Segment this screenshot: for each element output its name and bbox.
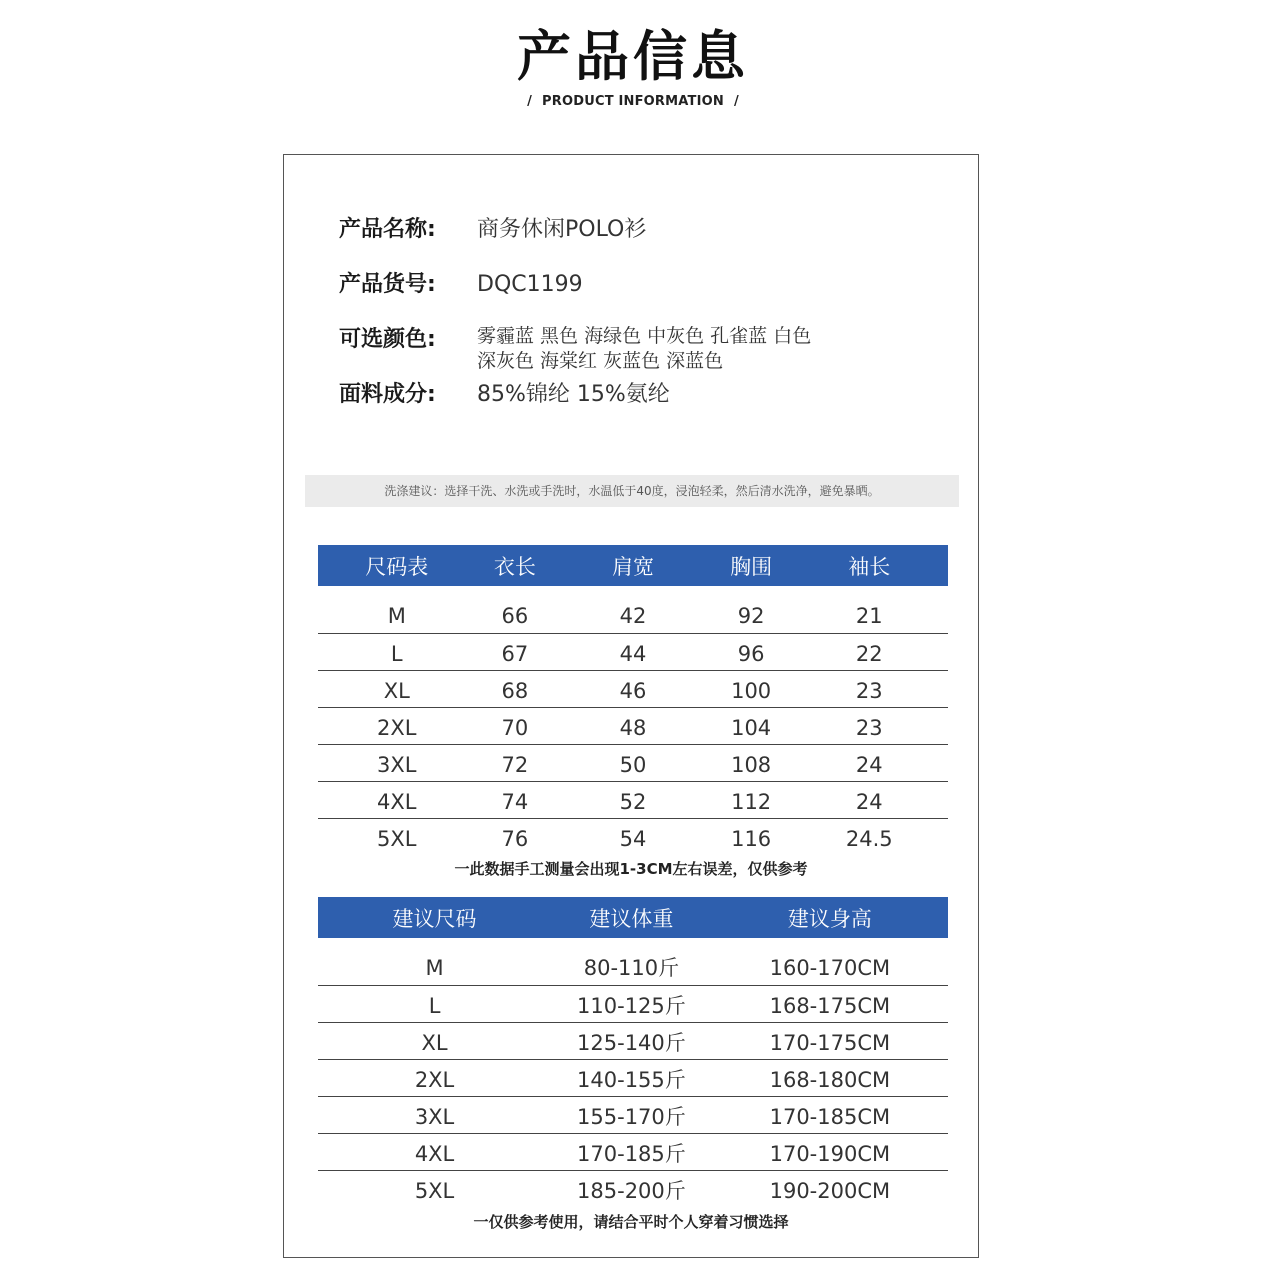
info-label: 产品货号:: [339, 272, 436, 297]
table-cell: 2XL: [377, 716, 417, 740]
header-cell: 胸围: [730, 555, 773, 579]
header-cell: 袖长: [848, 555, 891, 579]
table-cell: 70: [501, 716, 529, 740]
table-cell: 23: [855, 679, 883, 703]
table-row: [318, 1170, 948, 1207]
table-row: [318, 596, 948, 633]
table-row: [318, 707, 948, 744]
table-cell: 170-175CM: [769, 1031, 891, 1055]
table-row: [318, 633, 948, 670]
table-cell: 24: [855, 790, 883, 814]
table-cell: 21: [855, 604, 883, 628]
table-cell: 80-110斤: [583, 956, 680, 980]
subtitle-text: PRODUCT INFORMATION: [542, 94, 724, 109]
table-row: [318, 781, 948, 818]
table-cell: XL: [421, 1031, 448, 1055]
header-cell: 尺码表: [365, 555, 429, 579]
table-cell: 140-155斤: [577, 1068, 686, 1092]
recommend-table-note: 一仅供参考使用，请结合平时个人穿着习惯选择: [473, 1213, 789, 1231]
care-instructions: 洗涤建议：选择干洗、水洗或手洗时，水温低于40度，浸泡轻柔，然后清水洗净，避免暴晒。: [305, 475, 959, 507]
table-cell: 170-190CM: [769, 1142, 891, 1166]
table-cell: 68: [501, 679, 529, 703]
table-cell: M: [425, 956, 444, 980]
info-value-line-2: 深灰色 海棠红 灰蓝色 深蓝色: [477, 350, 724, 372]
table-cell: 168-180CM: [769, 1068, 891, 1092]
table-cell: 52: [619, 790, 647, 814]
table-cell: 2XL: [414, 1068, 455, 1092]
header-cell: 建议体重: [589, 907, 674, 931]
table-cell: M: [387, 604, 406, 628]
recommend-table-header: [318, 897, 948, 938]
table-cell: 116: [731, 827, 772, 851]
header-cell: 建议尺码: [392, 907, 477, 931]
table-cell: 4XL: [414, 1142, 455, 1166]
table-cell: 155-170斤: [577, 1105, 686, 1129]
table-cell: 96: [737, 642, 765, 666]
table-cell: 170-185斤: [577, 1142, 686, 1166]
table-cell: 160-170CM: [769, 956, 891, 980]
table-cell: 50: [619, 753, 647, 777]
table-cell: 110-125斤: [577, 994, 686, 1018]
table-cell: 100: [731, 679, 772, 703]
table-cell: 67: [501, 642, 529, 666]
table-cell: 24: [855, 753, 883, 777]
subtitle-slash-right: /: [733, 94, 739, 109]
table-cell: 104: [731, 716, 772, 740]
size-table: [318, 545, 948, 855]
table-row: [318, 1022, 948, 1059]
table-cell: 185-200斤: [577, 1179, 686, 1203]
table-cell: 3XL: [414, 1105, 455, 1129]
table-cell: 5XL: [414, 1179, 455, 1203]
table-cell: 46: [619, 679, 647, 703]
table-cell: 5XL: [377, 827, 417, 851]
table-cell: 54: [619, 827, 647, 851]
table-cell: 3XL: [377, 753, 417, 777]
table-cell: 92: [737, 604, 765, 628]
info-value: 商务休闲POLO衫: [477, 217, 647, 242]
table-row: [318, 985, 948, 1022]
table-cell: 24.5: [845, 827, 893, 851]
table-cell: XL: [383, 679, 410, 703]
table-cell: L: [390, 642, 403, 666]
table-cell: 108: [731, 753, 772, 777]
table-cell: 74: [501, 790, 529, 814]
info-label: 面料成分:: [339, 382, 436, 407]
header-cell: 建议身高: [787, 907, 872, 931]
info-label: 产品名称:: [339, 217, 436, 242]
info-value: 85%锦纶 15%氨纶: [477, 382, 670, 407]
info-label: 可选颜色:: [339, 327, 436, 352]
page-title: 产品信息: [517, 25, 749, 88]
table-row: [318, 818, 948, 855]
table-cell: 125-140斤: [577, 1031, 686, 1055]
info-value-line-1: 雾霾蓝 黑色 海绿色 中灰色 孔雀蓝 白色: [477, 325, 812, 347]
table-cell: 48: [619, 716, 647, 740]
table-row: [318, 1133, 948, 1170]
size-table-header: [318, 545, 948, 586]
table-cell: 112: [731, 790, 772, 814]
table-cell: 170-185CM: [769, 1105, 891, 1129]
table-cell: 76: [501, 827, 529, 851]
table-cell: 42: [619, 604, 647, 628]
size-table-note: 一此数据手工测量会出现1-3CM左右误差，仅供参考: [454, 860, 808, 878]
table-row: [318, 744, 948, 781]
table-cell: 168-175CM: [769, 994, 891, 1018]
subtitle-slash-left: /: [527, 94, 533, 109]
recommend-table: [318, 897, 948, 1207]
info-value: DQC1199: [477, 272, 583, 297]
table-cell: 22: [855, 642, 883, 666]
table-cell: 66: [501, 604, 529, 628]
page-subtitle: [0, 93, 1266, 111]
table-row: [318, 670, 948, 707]
header-cell: 肩宽: [612, 555, 654, 579]
table-cell: L: [428, 994, 441, 1018]
table-cell: 4XL: [377, 790, 417, 814]
table-row: [318, 1059, 948, 1096]
table-row: [318, 948, 948, 985]
table-cell: 72: [501, 753, 529, 777]
table-cell: 190-200CM: [769, 1179, 891, 1203]
table-cell: 44: [619, 642, 647, 666]
table-cell: 23: [855, 716, 883, 740]
table-row: [318, 1096, 948, 1133]
header-cell: 衣长: [493, 555, 536, 579]
